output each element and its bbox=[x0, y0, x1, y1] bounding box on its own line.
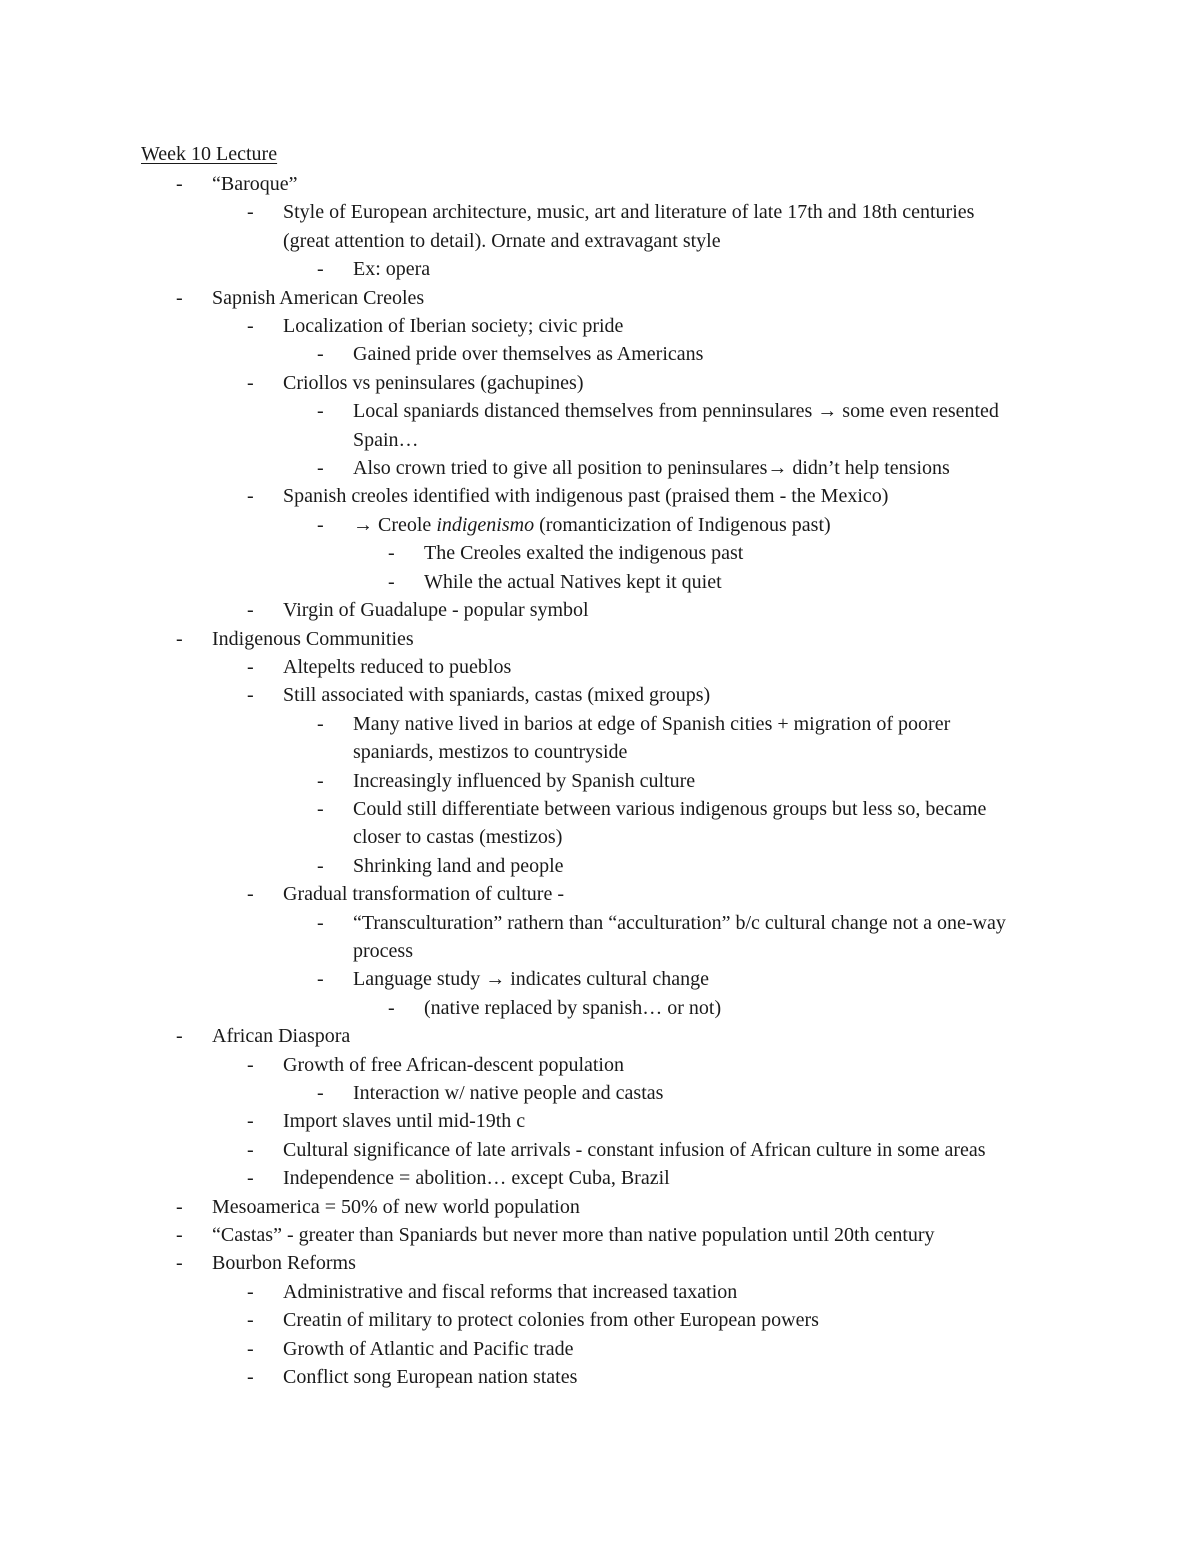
italic-term: indigenismo bbox=[436, 513, 535, 536]
bullet-dash: - bbox=[247, 684, 254, 707]
bullet-dash: - bbox=[317, 400, 324, 423]
outline-item-text: Sapnish American Creoles bbox=[212, 286, 425, 309]
outline-item bbox=[0, 198, 1200, 255]
outline-item-text: Still associated with spaniards, castas (mixed groups) bbox=[283, 684, 711, 707]
outline-item-text: (native replaced by spanish… or not) bbox=[424, 996, 722, 1019]
outline-item-text: Import slaves until mid-19th c bbox=[283, 1110, 526, 1133]
outline-item-text: Spanish creoles identified with indigenous past (praised them - the Mexico) bbox=[283, 485, 889, 508]
bullet-dash: - bbox=[247, 1110, 254, 1133]
outline-item-text: spaniards, mestizos to countryside bbox=[353, 741, 628, 764]
outline-item bbox=[0, 539, 1200, 567]
outline-item-text: The Creoles exalted the indigenous past bbox=[424, 542, 744, 565]
outline-item bbox=[0, 568, 1200, 596]
outline-item-text: Administrative and fiscal reforms that increased taxation bbox=[283, 1280, 738, 1303]
outline-item-text: Could still differentiate between various indigenous groups but less so, became bbox=[353, 797, 987, 820]
outline-item-text-tail: (romanticization of Indigenous past) bbox=[534, 513, 831, 536]
bullet-dash: - bbox=[176, 286, 183, 309]
outline-item bbox=[0, 909, 1200, 966]
outline-item bbox=[0, 482, 1200, 510]
outline-item-text: Spain… bbox=[353, 428, 419, 451]
outline-item bbox=[0, 596, 1200, 624]
outline-item bbox=[0, 795, 1200, 852]
bullet-dash: - bbox=[176, 1025, 183, 1048]
outline-item-text: Mesoamerica = 50% of new world population bbox=[212, 1195, 580, 1218]
outline-item-text: Style of European architecture, music, art and literature of late 17th and 18th centuries bbox=[283, 201, 975, 224]
outline-item bbox=[0, 1306, 1200, 1334]
outline-item-text: closer to castas (mestizos) bbox=[353, 826, 563, 849]
bullet-dash: - bbox=[247, 599, 254, 622]
outline-item-text: Criollos vs peninsulares (gachupines) bbox=[283, 371, 584, 394]
outline-item bbox=[0, 852, 1200, 880]
outline-item-text: Conflict song European nation states bbox=[283, 1366, 578, 1389]
bullet-dash: - bbox=[247, 1053, 254, 1076]
bullet-dash: - bbox=[247, 371, 254, 394]
outline-item bbox=[0, 1363, 1200, 1391]
outline-item-text: Language study → indicates cultural change bbox=[353, 968, 709, 991]
bullet-dash: - bbox=[317, 343, 324, 366]
outline-item-text: Bourbon Reforms bbox=[212, 1252, 356, 1275]
outline-item-text: Altepelts reduced to pueblos bbox=[283, 655, 512, 678]
outline-item bbox=[0, 397, 1200, 454]
bullet-dash: - bbox=[317, 968, 324, 991]
bullet-dash: - bbox=[176, 627, 183, 650]
bullet-dash: - bbox=[317, 769, 324, 792]
outline-item-text: “Castas” - greater than Spaniards but never more than native population until 20th century bbox=[212, 1224, 935, 1247]
outline-item bbox=[0, 965, 1200, 993]
bullet-dash: - bbox=[317, 1082, 324, 1104]
bullet-dash: - bbox=[247, 1138, 254, 1161]
outline-item bbox=[0, 653, 1200, 681]
bullet-dash: - bbox=[247, 655, 254, 678]
bullet-dash: - bbox=[317, 457, 324, 480]
outline-item-text: process bbox=[353, 939, 413, 962]
outline-item bbox=[0, 511, 1200, 539]
outline-item-text: Many native lived in barios at edge of Spanish cities + migration of poorer bbox=[353, 712, 951, 735]
bullet-dash: - bbox=[176, 1195, 183, 1218]
outline-item bbox=[0, 681, 1200, 709]
outline-item bbox=[0, 1079, 1200, 1107]
outline-item bbox=[0, 284, 1200, 312]
outline-item-text: Local spaniards distanced themselves from penninsulares → some even resented bbox=[353, 400, 999, 423]
bullet-dash: - bbox=[317, 712, 324, 735]
outline-item bbox=[0, 1107, 1200, 1135]
bullet-dash: - bbox=[388, 996, 395, 1019]
outline-item-text: → Creole indigenismo (romanticization of Indigenous past) bbox=[353, 513, 831, 536]
page-title: Week 10 Lecture bbox=[141, 143, 278, 165]
bullet-dash: - bbox=[388, 570, 395, 593]
outline-item bbox=[0, 170, 1200, 198]
outline-item-text: Interaction w/ native people and castas bbox=[353, 1082, 664, 1104]
outline-item-text: Shrinking land and people bbox=[353, 854, 564, 877]
outline-item-text: (great attention to detail). Ornate and extravagant style bbox=[283, 229, 721, 252]
bullet-dash: - bbox=[317, 911, 324, 934]
outline-item bbox=[0, 1022, 1200, 1050]
bullet-dash: - bbox=[247, 883, 254, 906]
outline-item-text: African Diaspora bbox=[212, 1025, 351, 1048]
outline-item-text: Growth of free African-descent population bbox=[283, 1053, 624, 1076]
outline-item bbox=[0, 1249, 1200, 1277]
outline-item bbox=[0, 255, 1200, 283]
bullet-dash: - bbox=[317, 854, 324, 877]
outline-item-text: Localization of Iberian society; civic pride bbox=[283, 315, 624, 338]
bullet-dash: - bbox=[247, 1280, 254, 1303]
lecture-notes-list bbox=[0, 170, 1200, 1391]
outline-item bbox=[0, 767, 1200, 795]
outline-item bbox=[0, 710, 1200, 767]
outline-item bbox=[0, 625, 1200, 653]
outline-item-text: Growth of Atlantic and Pacific trade bbox=[283, 1337, 574, 1360]
bullet-dash: - bbox=[247, 1366, 254, 1389]
outline-item bbox=[0, 1335, 1200, 1363]
outline-item-text: Gradual transformation of culture - bbox=[283, 883, 565, 906]
outline-item bbox=[0, 312, 1200, 340]
outline-item bbox=[0, 1164, 1200, 1192]
outline-item bbox=[0, 1051, 1200, 1079]
bullet-dash: - bbox=[247, 1309, 254, 1332]
outline-item-text: Creatin of military to protect colonies from other European powers bbox=[283, 1309, 819, 1332]
outline-item-text: Independence = abolition… except Cuba, Brazil bbox=[283, 1167, 670, 1190]
outline-item-text: “Transculturation” rathern than “acculturation” b/c cultural change not a one-way bbox=[353, 911, 1006, 934]
outline-item-text: Cultural significance of late arrivals - constant infusion of African culture in some areas bbox=[283, 1138, 986, 1161]
bullet-dash: - bbox=[176, 1252, 183, 1275]
outline-item bbox=[0, 1221, 1200, 1249]
bullet-dash: - bbox=[247, 1167, 254, 1190]
outline-item-text: Ex: opera bbox=[353, 258, 431, 281]
bullet-dash: - bbox=[317, 258, 324, 281]
bullet-dash: - bbox=[176, 173, 183, 195]
outline-item bbox=[0, 880, 1200, 908]
outline-item-text: While the actual Natives kept it quiet bbox=[424, 570, 722, 593]
outline-item-text: “Baroque” bbox=[212, 173, 298, 195]
bullet-dash: - bbox=[388, 542, 395, 565]
bullet-dash: - bbox=[247, 315, 254, 338]
outline-item bbox=[0, 1136, 1200, 1164]
bullet-dash: - bbox=[247, 201, 254, 224]
bullet-dash: - bbox=[247, 1337, 254, 1360]
outline-item-text: Indigenous Communities bbox=[212, 627, 414, 650]
bullet-dash: - bbox=[176, 1224, 183, 1247]
bullet-dash: - bbox=[317, 797, 324, 820]
outline-item bbox=[0, 454, 1200, 482]
outline-item-text: Virgin of Guadalupe - popular symbol bbox=[283, 599, 589, 622]
outline-item-text: Increasingly influenced by Spanish culture bbox=[353, 769, 696, 792]
bullet-dash: - bbox=[247, 485, 254, 508]
outline-item bbox=[0, 994, 1200, 1022]
bullet-dash: - bbox=[317, 513, 324, 536]
outline-item bbox=[0, 1278, 1200, 1306]
outline-item bbox=[0, 340, 1200, 368]
outline-item bbox=[0, 369, 1200, 397]
outline-item-text: Also crown tried to give all position to peninsulares→ didn’t help tensions bbox=[353, 457, 950, 480]
outline-item bbox=[0, 1193, 1200, 1221]
outline-item-text: Gained pride over themselves as Americans bbox=[353, 343, 704, 366]
